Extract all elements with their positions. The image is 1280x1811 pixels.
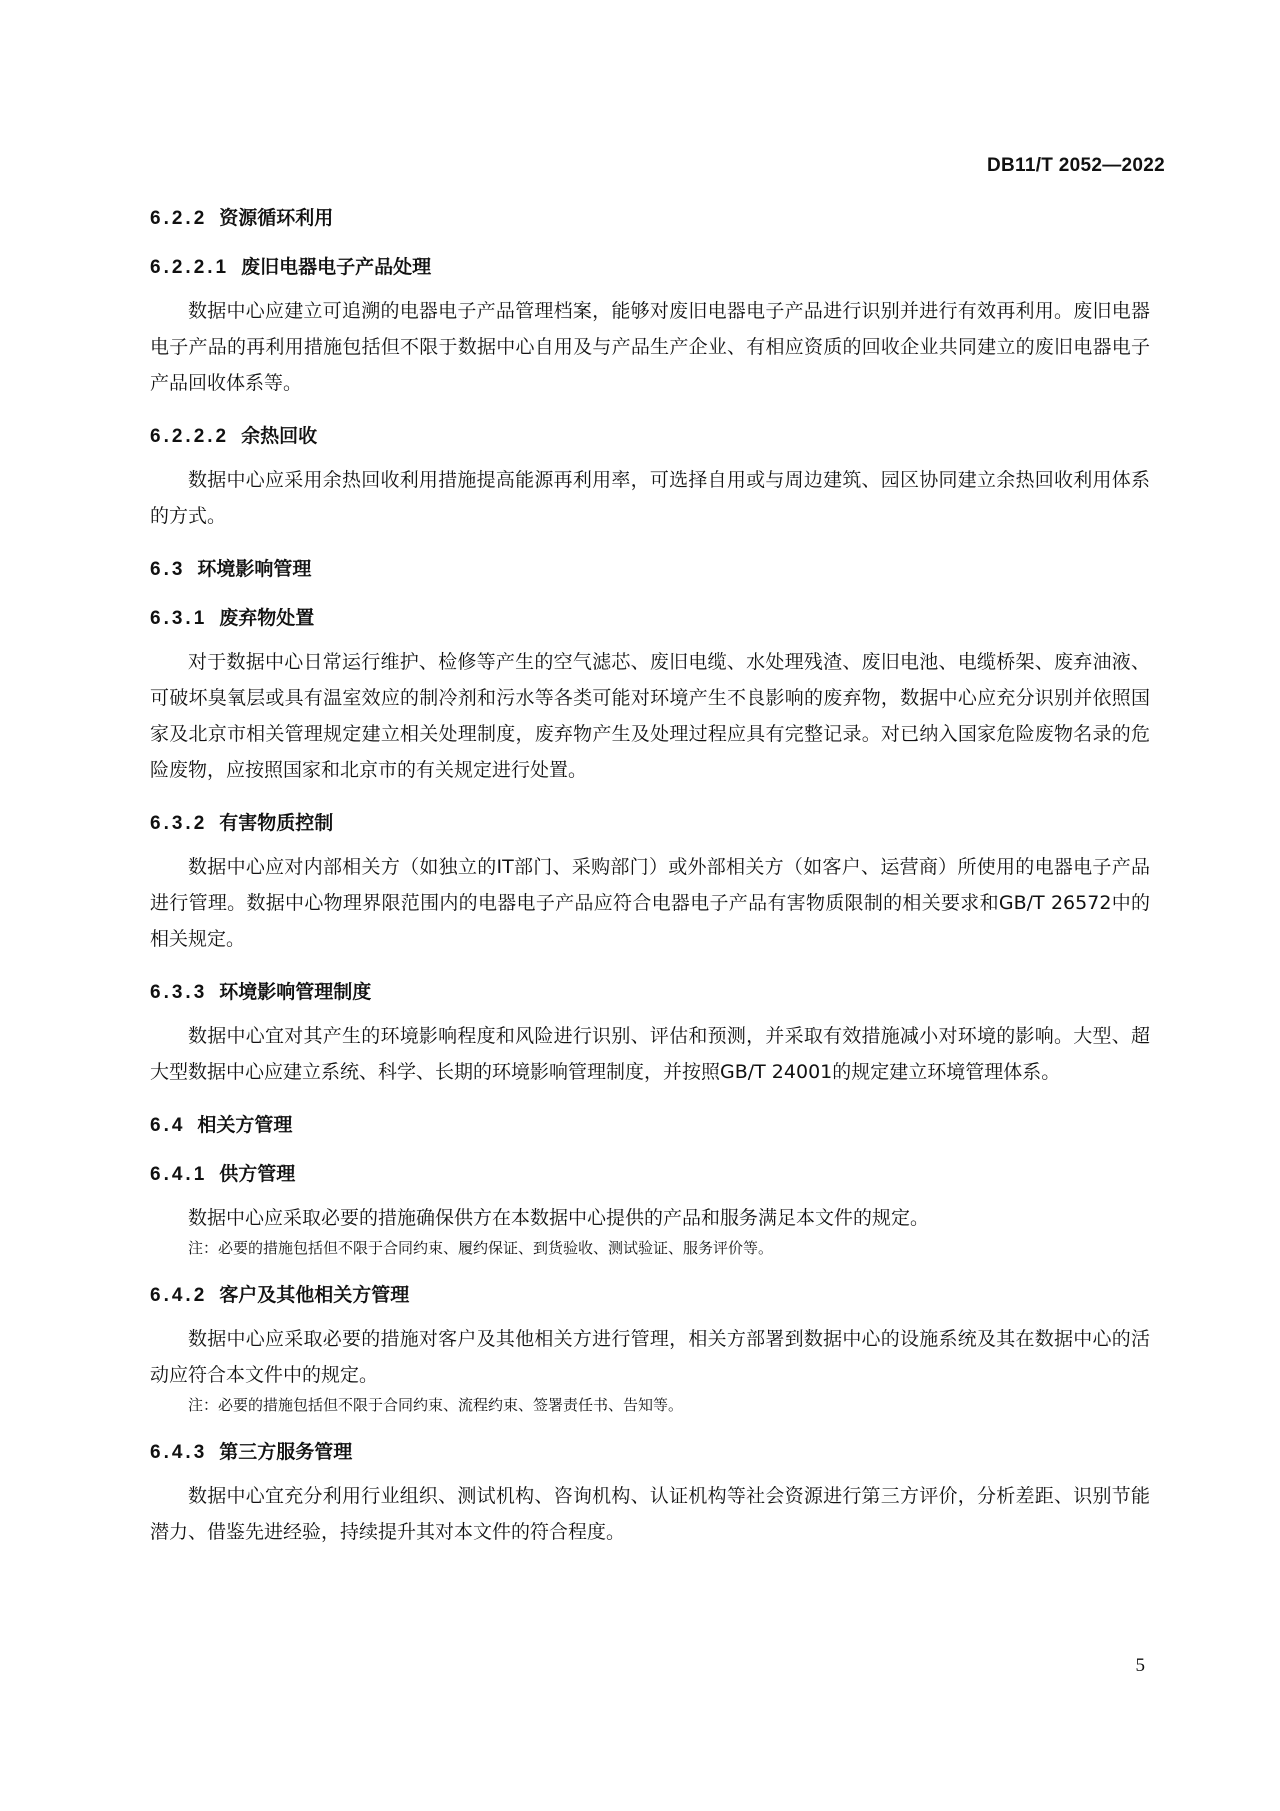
section-title: 相关方管理: [197, 1114, 293, 1136]
section-number: 6.3.3: [150, 982, 208, 1003]
section-heading-6-4-1: [150, 1161, 1150, 1188]
section-title: 客户及其他相关方管理: [219, 1284, 410, 1306]
section-number: 6.4: [150, 1115, 186, 1136]
note-6-4-2: 注：必要的措施包括但不限于合同约束、流程约束、签署责任书、告知等。: [188, 1396, 684, 1414]
section-heading-6-3: [150, 556, 1150, 583]
section-number: 6.2.2: [150, 208, 208, 229]
paragraph-6-3-2: 数据中心应对内部相关方（如独立的IT部门、采购部门）或外部相关方（如客户、运营商）所使用的电器电子产品进行管理。数据中心物理界限范围内的电器电子产品应符合电器电子产品有害物质限制的相关要求和GB/T 26572中的相关规定。: [150, 856, 1150, 950]
section-title: 有害物质控制: [219, 812, 334, 834]
section-number: 6.2.2.2: [150, 426, 230, 447]
section-title: 余热回收: [241, 425, 318, 447]
section-title: 供方管理: [219, 1163, 296, 1185]
paragraph-6-3-3: 数据中心宜对其产生的环境影响程度和风险进行识别、评估和预测，并采取有效措施减小对环境的影响。大型、超大型数据中心应建立系统、科学、长期的环境影响管理制度，并按照GB/T 24001的规定建立环境管理体系。: [150, 1025, 1150, 1083]
section-number: 6.3: [150, 559, 186, 580]
section-title: 废弃物处置: [219, 607, 315, 629]
section-title: 环境影响管理制度: [219, 981, 372, 1003]
section-heading-6-3-2: [150, 810, 1150, 837]
section-heading-6-4: [150, 1112, 1150, 1139]
section-number: 6.4.2: [150, 1285, 208, 1306]
section-heading-6-2-2-2: [150, 423, 1150, 450]
section-title: 废旧电器电子产品处理: [241, 256, 432, 278]
section-number: 6.4.1: [150, 1164, 208, 1185]
section-heading-6-4-2: [150, 1282, 1150, 1309]
section-title: 第三方服务管理: [219, 1441, 353, 1463]
section-heading-6-3-3: [150, 979, 1150, 1006]
paragraph-6-2-2-1: 数据中心应建立可追溯的电器电子产品管理档案，能够对废旧电器电子产品进行识别并进行有效再利用。废旧电器电子产品的再利用措施包括但不限于数据中心自用及与产品生产企业、有相应资质的回收企业共同建立的废旧电器电子产品回收体系等。: [150, 300, 1150, 394]
section-number: 6.4.3: [150, 1442, 208, 1463]
paragraph-6-4-2: 数据中心应采取必要的措施对客户及其他相关方进行管理，相关方部署到数据中心的设施系统及其在数据中心的活动应符合本文件中的规定。: [150, 1328, 1150, 1386]
section-heading-6-2-2-1: [150, 254, 1150, 281]
section-title: 环境影响管理: [197, 558, 312, 580]
section-heading-6-4-3: [150, 1439, 1150, 1466]
section-number: 6.3.2: [150, 813, 208, 834]
page-number: 5: [1135, 1655, 1145, 1676]
paragraph-6-4-1: 数据中心应采取必要的措施确保供方在本数据中心提供的产品和服务满足本文件的规定。: [188, 1207, 930, 1229]
section-title: 资源循环利用: [219, 207, 334, 229]
paragraph-6-4-3: 数据中心宜充分利用行业组织、测试机构、咨询机构、认证机构等社会资源进行第三方评价，分析差距、识别节能潜力、借鉴先进经验，持续提升其对本文件的符合程度。: [150, 1485, 1150, 1543]
note-6-4-1: 注：必要的措施包括但不限于合同约束、履约保证、到货验收、测试验证、服务评价等。: [188, 1239, 774, 1257]
section-number: 6.3.1: [150, 608, 208, 629]
section-number: 6.2.2.1: [150, 257, 230, 278]
document-body: [150, 205, 1150, 1550]
document-code: DB11/T 2052—2022: [986, 155, 1165, 176]
paragraph-6-2-2-2: 数据中心应采用余热回收利用措施提高能源再利用率，可选择自用或与周边建筑、园区协同建立余热回收利用体系的方式。: [150, 469, 1150, 527]
paragraph-6-3-1: 对于数据中心日常运行维护、检修等产生的空气滤芯、废旧电缆、水处理残渣、废旧电池、电缆桥架、废弃油液、可破坏臭氧层或具有温室效应的制冷剂和污水等各类可能对环境产生不良影响的废弃物，数据中心应充分识别并依照国家及北京市相关管理规定建立相关处理制度，废弃物产生及处理过程应具有完整记录。对已纳入国家危险废物名录的危险废物，应按照国家和北京市的有关规定进行处置。: [150, 651, 1150, 781]
section-heading-6-2-2: [150, 205, 1150, 232]
section-heading-6-3-1: [150, 605, 1150, 632]
